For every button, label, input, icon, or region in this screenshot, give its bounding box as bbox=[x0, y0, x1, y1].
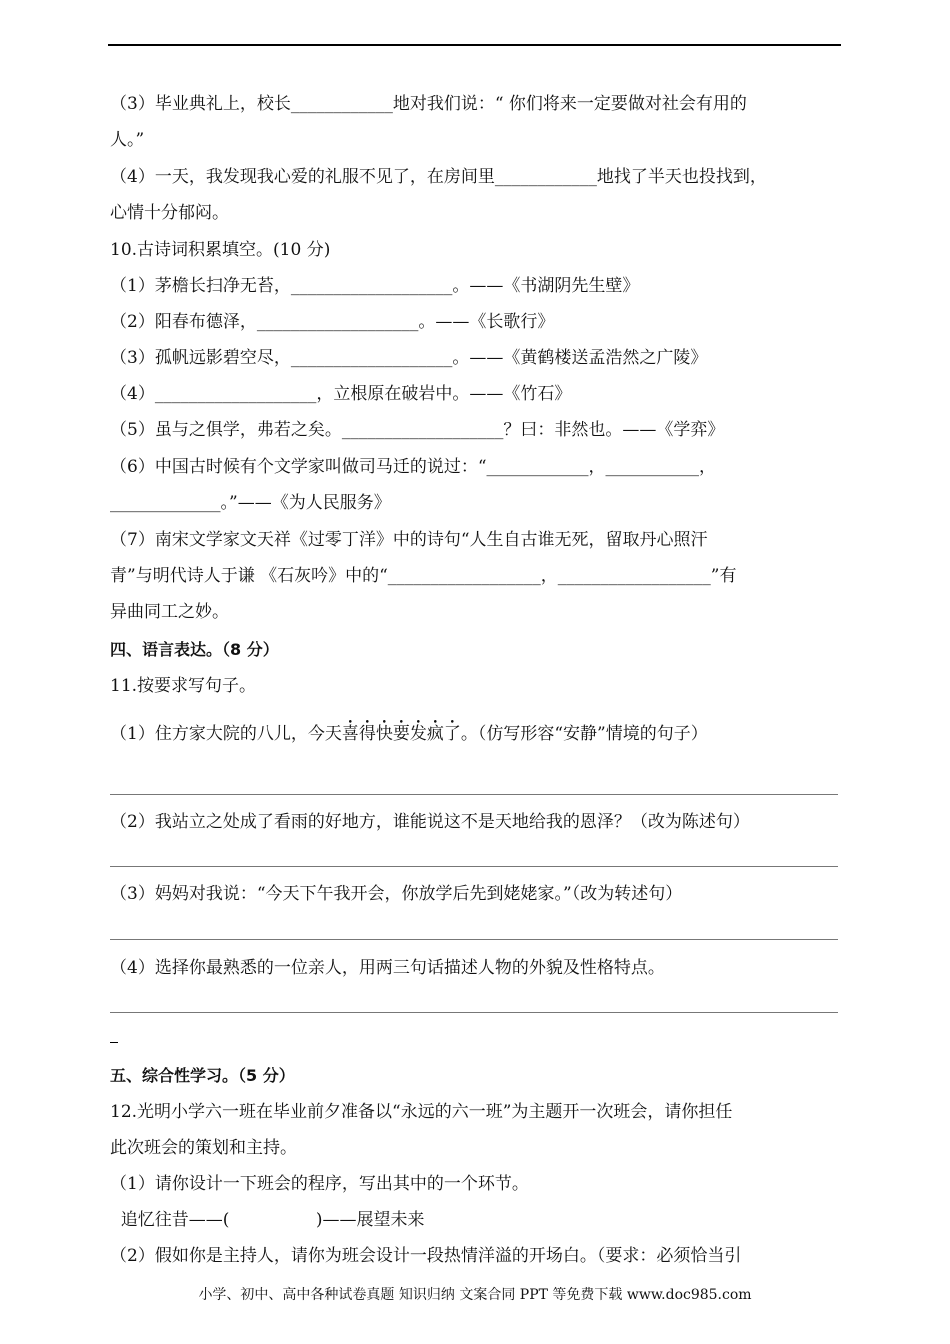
question-11-1-prefix: （1）住方家大院的八儿，今天 bbox=[110, 724, 342, 744]
question-9-4-line-1: （4）一天，我发现我心爱的礼服不见了，在房间里____________地找了半天也投找到， bbox=[110, 167, 767, 187]
question-10-3: （3）孤帆远影碧空尽，___________________。——《黄鹤楼送孟浩然之广陵》 bbox=[110, 348, 708, 368]
question-12-line-1: 12.光明小学六一班在毕业前夕准备以“永远的六一班”为主题开一次班会，请你担任 bbox=[110, 1102, 733, 1122]
question-11-4: （4）选择你最熟悉的一位亲人，用两三句话描述人物的外貌及性格特点。 bbox=[110, 958, 665, 978]
emphasis-char: 喜 bbox=[341, 724, 359, 744]
question-11-1 bbox=[110, 722, 842, 746]
question-11-2: （2）我站立之处成了看雨的好地方，谁能说这不是天地给我的恩泽？（改为陈述句） bbox=[110, 812, 750, 832]
question-10-7-line-1: （7）南宋文学家文天祥《过零丁洋》中的诗句“人生自古谁无死，留取丹心照汗 bbox=[110, 530, 708, 550]
header-rule bbox=[108, 44, 841, 46]
section-4-heading: 四、语言表达。（8 分） bbox=[110, 640, 279, 659]
emphasis-char: 了 bbox=[443, 724, 461, 744]
question-10-6-line-2: _____________。”——《为人民服务》 bbox=[110, 493, 391, 513]
section-5-heading: 五、综合性学习。（5 分） bbox=[110, 1066, 295, 1085]
emphasis-char: 要 bbox=[392, 724, 410, 744]
question-10-4: （4）___________________，立根原在破岩中。——《竹石》 bbox=[110, 384, 572, 404]
question-12-1-flow: 追忆往昔——( )——展望未来 bbox=[110, 1210, 425, 1230]
question-11-3: （3）妈妈对我说：“今天下午我开会，你放学后先到姥姥家。”（改为转述句） bbox=[110, 884, 683, 904]
question-9-3-line-2: 人。” bbox=[110, 130, 145, 150]
question-10-1: （1）茅檐长扫净无苔，___________________。——《书湖阴先生壁》 bbox=[110, 276, 640, 296]
question-10-7-line-2: 青”与明代诗人于谦 《石灰吟》中的“__________________，__________________”有 bbox=[110, 566, 737, 586]
emphasized-phrase bbox=[342, 724, 461, 744]
question-10-7-line-3: 异曲同工之妙。 bbox=[110, 602, 229, 622]
question-10-5: （5）虽与之俱学，弗若之矣。___________________？曰：非然也。——《学弈》 bbox=[110, 420, 725, 440]
question-10-title: 10.古诗词积累填空。(10 分) bbox=[110, 240, 331, 260]
emphasis-char: 发 bbox=[409, 724, 427, 744]
question-12-2: （2）假如你是主持人，请你为班会设计一段热情洋溢的开场白。（要求：必须恰当引 bbox=[110, 1246, 742, 1266]
answer-line-11-3[interactable] bbox=[110, 939, 838, 940]
question-9-4-line-2: 心情十分郁闷。 bbox=[110, 203, 229, 223]
question-12-line-2: 此次班会的策划和主持。 bbox=[110, 1138, 297, 1158]
answer-line-11-1[interactable] bbox=[110, 794, 838, 795]
stray-dash bbox=[110, 1042, 118, 1043]
answer-line-11-4[interactable] bbox=[110, 1012, 838, 1013]
question-10-2: （2）阳春布德泽，___________________。——《长歌行》 bbox=[110, 312, 555, 332]
question-10-6-line-1: （6）中国古时候有个文学家叫做司马迁的说过：“____________，___________， bbox=[110, 457, 717, 477]
answer-line-11-2[interactable] bbox=[110, 866, 838, 867]
emphasis-char: 快 bbox=[375, 724, 393, 744]
question-11-1-suffix: 。（仿写形容“安静”情境的句子） bbox=[460, 724, 708, 744]
emphasis-char: 得 bbox=[358, 724, 376, 744]
question-11-title: 11.按要求写句子。 bbox=[110, 676, 257, 696]
question-9-3-line-1: （3）毕业典礼上，校长____________地对我们说：“ 你们将来一定要做对社会有用的 bbox=[110, 94, 747, 114]
question-12-1: （1）请你设计一下班会的程序，写出其中的一个环节。 bbox=[110, 1174, 529, 1194]
emphasis-char: 疯 bbox=[426, 724, 444, 744]
page-footer: 小学、初中、高中各种试卷真题 知识归纳 文案合同 PPT 等免费下载 www.doc985.com bbox=[198, 1287, 752, 1303]
